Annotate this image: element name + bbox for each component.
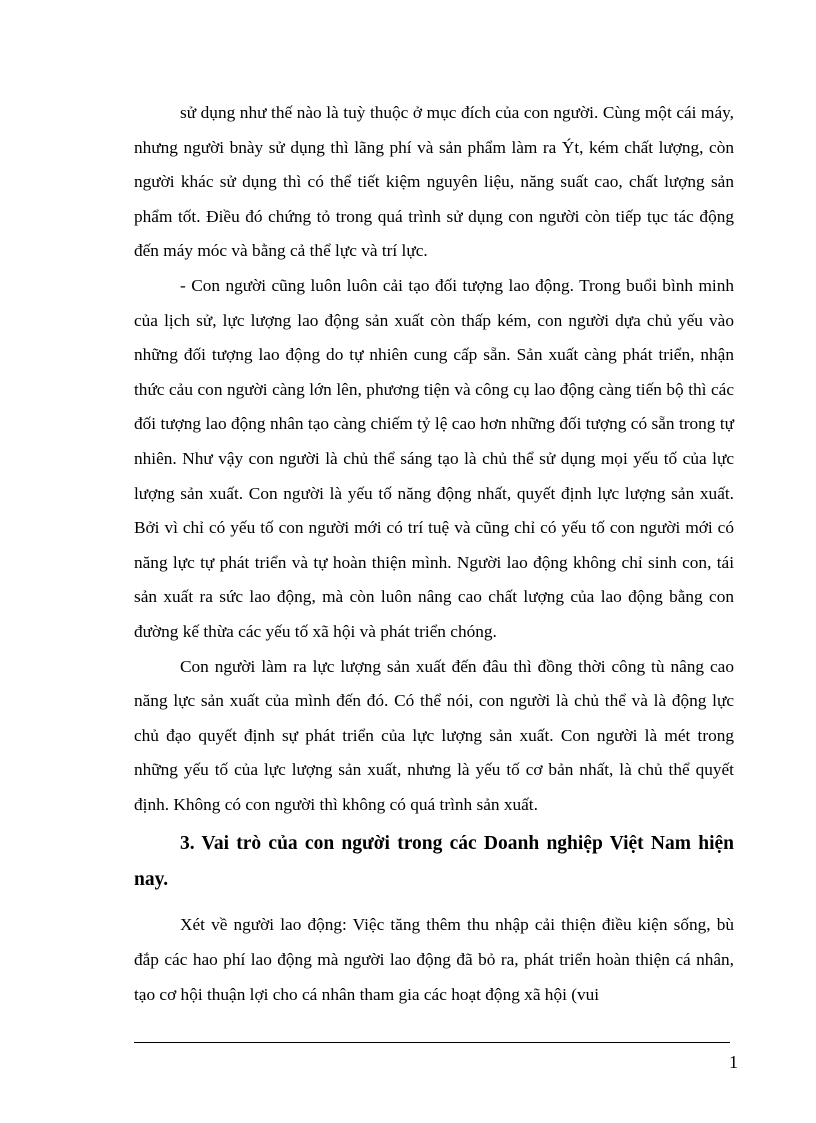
- footer-divider: [134, 1042, 730, 1043]
- paragraph-3: Con người làm ra lực lượng sản xuất đến đâu thì đồng thời công tù nâng cao năng lực sản xuất của mình đến đó. Có thể nói, con người là chủ thể và là động lực chủ đạo quyết định sự phát triển của lực lượng sản xuất. Con người là mét trong những yếu tố của lực lượng sản xuất, nhưng là yếu tố cơ bản nhất, là chủ thể quyết định. Không có con người thì không có quá trình sản xuất.: [134, 656, 734, 814]
- paragraph-4: Xét về người lao động: Việc tăng thêm thu nhập cải thiện điều kiện sống, bù đắp các hao phí lao động mà người lao động đã bỏ ra, phát triển hoàn thiện cá nhân, tạo cơ hội thuận lợi cho cá nhân tham gia các hoạt động xã hội (vui: [134, 915, 734, 1004]
- paragraph-2: - Con người cũng luôn luôn cải tạo đối tượng lao động. Trong buổi bình minh của lịch sử, lực lượng lao động sản xuất còn thấp kém, con người dựa chủ yếu vào những đối tượng lao động do tự nhiên cung cấp sẵn. Sản xuất càng phát triển, nhận thức cảu con người càng lớn lên, phương tiện và công cụ lao động càng tiến bộ thì các đối tượng lao động nhân tạo càng chiếm tỷ lệ cao hơn những đối tượng có sẵn trong tự nhiên. Như vậy con người là chủ thể sáng tạo là chủ thể sử dụng mọi yếu tố của lực lượng sản xuất. Con người là yếu tố năng động nhất, quyết định lực lượng sản xuất. Bởi vì chỉ có yếu tố con người mới có trí tuệ và cũng chỉ có yếu tố con người mới có năng lực tự phát triển và tự hoàn thiện mình. Người lao động không chỉ sinh con, tái sản xuất ra sức lao động, mà còn luôn nâng cao chất lượng của lao động bằng con đường kế thừa các yếu tố xã hội và phát triển chóng.: [134, 275, 734, 641]
- document-body: [134, 96, 734, 1012]
- section-heading: 3. Vai trò của con người trong các Doanh nghiệp Việt Nam hiện nay.: [134, 833, 734, 891]
- paragraph-1: sử dụng như thế nào là tuỳ thuộc ở mục đích của con người. Cùng một cái máy, nhưng người bnày sử dụng thì lãng phí và sản phẩm làm ra Ýt, kém chất lượng, còn người khác sử dụng thì có thể tiết kiệm nguyên liệu, năng suất cao, chất lượng sản phẩm tốt. Điều đó chứng tỏ trong quá trình sử dụng con người còn tiếp tục tác động đến máy móc và bằng cả thể lực và trí lực.: [134, 103, 734, 261]
- page-number: 1: [729, 1052, 738, 1072]
